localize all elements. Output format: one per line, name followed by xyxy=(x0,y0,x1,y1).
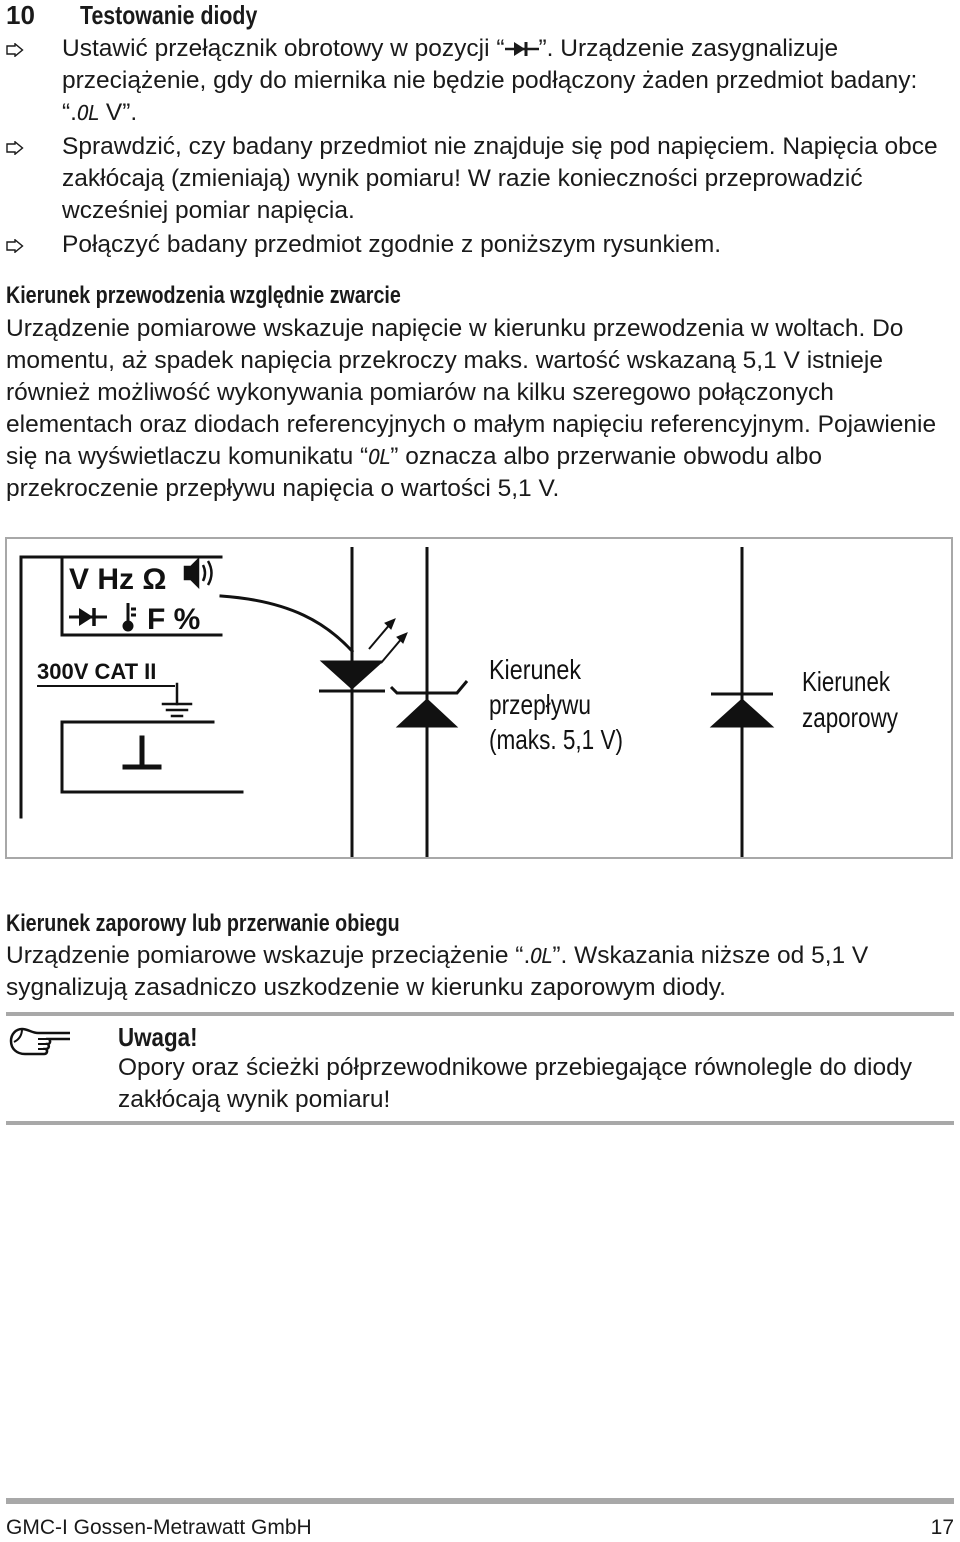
diode-symbol-icon xyxy=(505,41,539,57)
diode-switch-icon xyxy=(69,608,107,626)
bullet-item xyxy=(6,229,956,261)
footer-divider xyxy=(6,1498,954,1504)
bullet-text: Sprawdzić, czy badany przedmiot nie znajduje się pod napięciem. Napięcia obce zakłócają (zmieniają) wynik pomiaru! W razie konieczności przeprowadzić wcześniej pomiar napięcia. xyxy=(62,133,938,224)
bullet-item xyxy=(6,33,956,129)
arrow-bullet-icon xyxy=(6,239,24,253)
speaker-icon xyxy=(185,560,212,586)
reverse-diode-symbol xyxy=(711,547,773,857)
footer-company: GMC-I Gossen-Metrawatt GmbH xyxy=(6,1516,312,1539)
note-text: Opory oraz ścieżki półprzewodnikowe przebiegające równolegle do diody zakłócają wynik pomiaru! xyxy=(118,1054,912,1113)
ol-indicator: OL xyxy=(368,445,391,469)
ol-indicator: OL xyxy=(530,944,553,968)
bullet-text-part: ”. Urządzenie zasygnalizuje przeciążenie, gdy do miernika nie będzie podłączony żaden przedmiot badany: “. xyxy=(62,35,918,126)
bullet-text: Połączyć badany przedmiot zgodnie z poniższym rysunkiem. xyxy=(62,231,722,258)
led-diode-symbol xyxy=(319,547,407,857)
divider xyxy=(6,1121,954,1125)
bullet-text-part: Ustawić przełącznik obrotowy w pozycji “ xyxy=(62,35,505,62)
meter-label-row1: V Hz Ω xyxy=(69,563,167,596)
bullet-text-part: V”. xyxy=(99,99,138,126)
bullet-item xyxy=(6,131,956,227)
paragraph-reverse: Urządzenie pomiarowe wskazuje przeciążenie “.OL”. Wskazania niższe od 5,1 V sygnalizują zasadniczo uszkodzenie w kierunku zaporowym diody. xyxy=(6,942,869,1001)
page-number: 17 xyxy=(930,1516,954,1539)
note-title: Uwaga! xyxy=(118,1022,198,1052)
arrow-bullet-icon xyxy=(6,141,24,155)
diode-test-figure xyxy=(5,537,953,859)
reverse-label: Kierunek zaporowy xyxy=(802,666,898,733)
cat-rating-label: 300V CAT II xyxy=(37,659,157,684)
meter-label-row2: F % xyxy=(147,603,201,636)
forward-label: Kierunek przepływu (maks. 5,1 V) xyxy=(489,654,623,755)
section-number: 10 xyxy=(6,0,35,30)
paragraph-forward: Urządzenie pomiarowe wskazuje napięcie w kierunku przewodzenia w woltach. Do momentu, aż spadek napięcia przekroczy maks. wartość wskazaną 5,1 V istnieje również możliwość wykonywania pomiarów na kilku szeregowo połączonych elementach oraz diodach referencyjnych o małym napięciu referencyjnym. Pojawienie się na wyświetlaczu komunikatu “OL” oznacza albo przerwanie obwodu albo przekroczenie przepływu napięcia o wartości 5,1 V. xyxy=(6,315,937,502)
divider xyxy=(6,1012,954,1016)
subheading-forward: Kierunek przewodzenia względnie zwarcie xyxy=(6,282,401,309)
thermometer-icon xyxy=(124,603,136,630)
figure-drawing xyxy=(7,539,951,857)
pointing-hand-icon xyxy=(8,1024,72,1058)
section-heading xyxy=(6,0,296,31)
arrow-bullet-icon xyxy=(6,43,24,57)
ol-indicator: OL xyxy=(76,101,100,125)
section-title: Testowanie diody xyxy=(80,0,258,30)
subheading-reverse: Kierunek zaporowy lub przerwanie obiegu xyxy=(6,910,400,937)
zener-diode-symbol xyxy=(391,547,467,857)
